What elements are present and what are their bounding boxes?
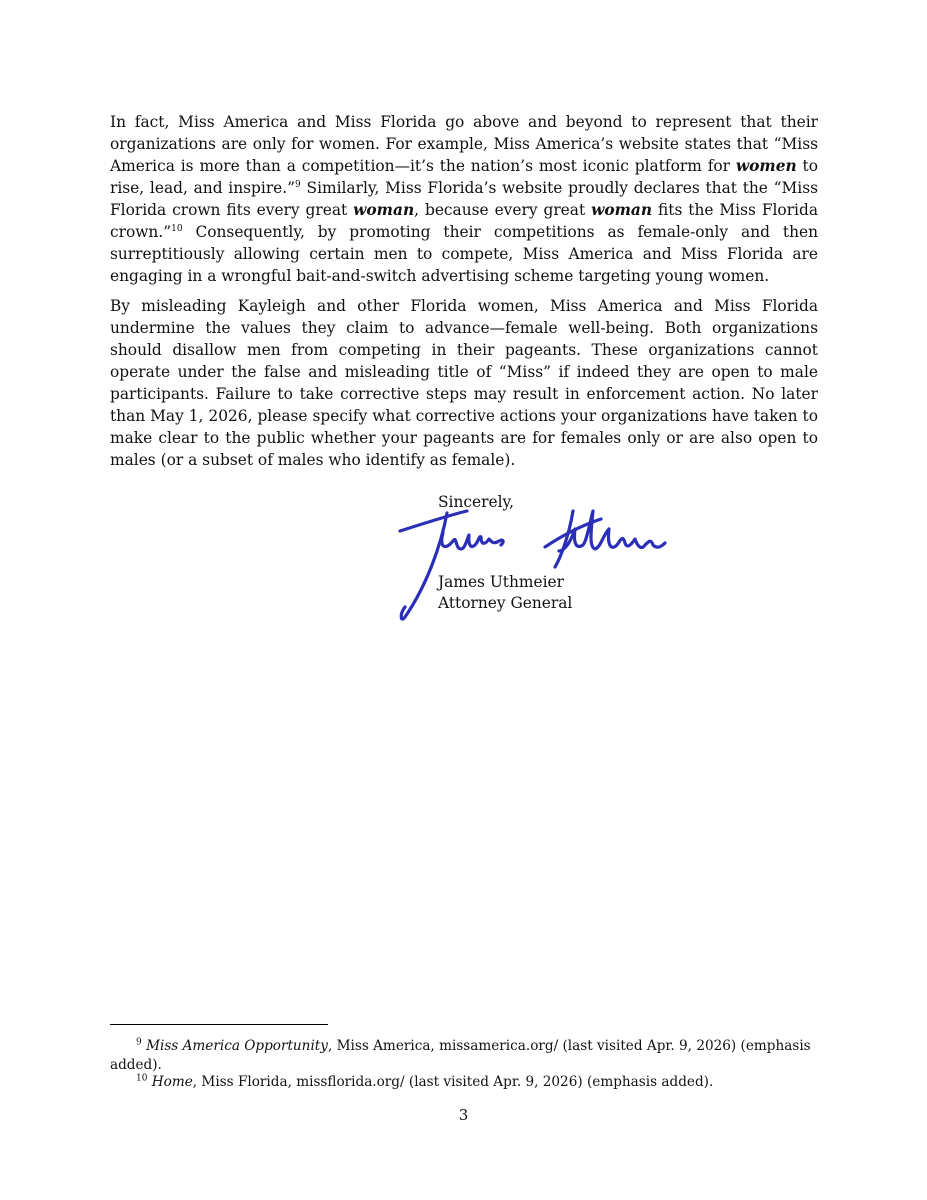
emphasis-women: women — [735, 157, 797, 175]
para1-text-1: In fact, Miss America and Miss Florida go above and beyond to represent that their organizations are only for women. For example, Miss America’s website states that “Miss America is more than a competition—it’s the nation’s most iconic platform for — [110, 113, 818, 175]
closing-salutation: Sincerely, — [438, 493, 515, 511]
page-number: 3 — [458, 1106, 469, 1124]
body-paragraph-1 — [110, 111, 818, 287]
footnote-9-text: , Miss America, missamerica.org/ (last visited Apr. 9, 2026) (emphasis added). — [110, 1038, 811, 1073]
footnote-ref-10: 10 — [171, 223, 183, 234]
footnote-10-number: 10 — [136, 1073, 148, 1084]
footnote-9-title: Miss America Opportunity — [146, 1038, 328, 1054]
signer-name: James Uthmeier — [438, 573, 564, 591]
footnote-10 — [110, 1073, 818, 1092]
footnote-10-title: Home — [151, 1074, 193, 1090]
para1-text-6: Consequently, by promoting their competitions as female-only and then surreptitiously allowing certain men to compete, Miss America and Miss Florida are engaging in a wrongful bait-and-switch advertising scheme targeting young women. — [110, 223, 818, 285]
para1-text-5: fits the Miss Florida crown.” — [110, 201, 819, 241]
footnote-9-number: 9 — [136, 1037, 142, 1048]
emphasis-woman-2: woman — [591, 201, 653, 219]
para1-text-3: Similarly, Miss Florida’s website proudly declares that the “Miss Florida crown fits every great — [110, 179, 818, 219]
footnote-10-text: , Miss Florida, missflorida.org/ (last visited Apr. 9, 2026) (emphasis added). — [192, 1074, 714, 1090]
para1-text-4: , because every great — [414, 201, 592, 219]
footnote-9 — [110, 1037, 818, 1075]
para1-text-2: to rise, lead, and inspire.” — [110, 157, 819, 197]
footnote-divider — [110, 1024, 328, 1025]
emphasis-woman-1: woman — [353, 201, 415, 219]
signer-title: Attorney General — [438, 594, 573, 612]
footnote-ref-9: 9 — [295, 179, 301, 190]
body-paragraph-2: By misleading Kayleigh and other Florida women, Miss America and Miss Florida undermine the values they claim to advance—female well-being. Both organizations should disallow men from competing in their pageants. These organizations cannot operate under the false and misleading title of “Miss” if indeed they are open to male participants. Failure to take corrective steps may result in enforcement action. No later than May 1, 2026, please specify what corrective actions your organizations have taken to make clear to the public whether your pageants are for females only or are also open to males (or a subset of males who identify as female). — [110, 297, 818, 469]
